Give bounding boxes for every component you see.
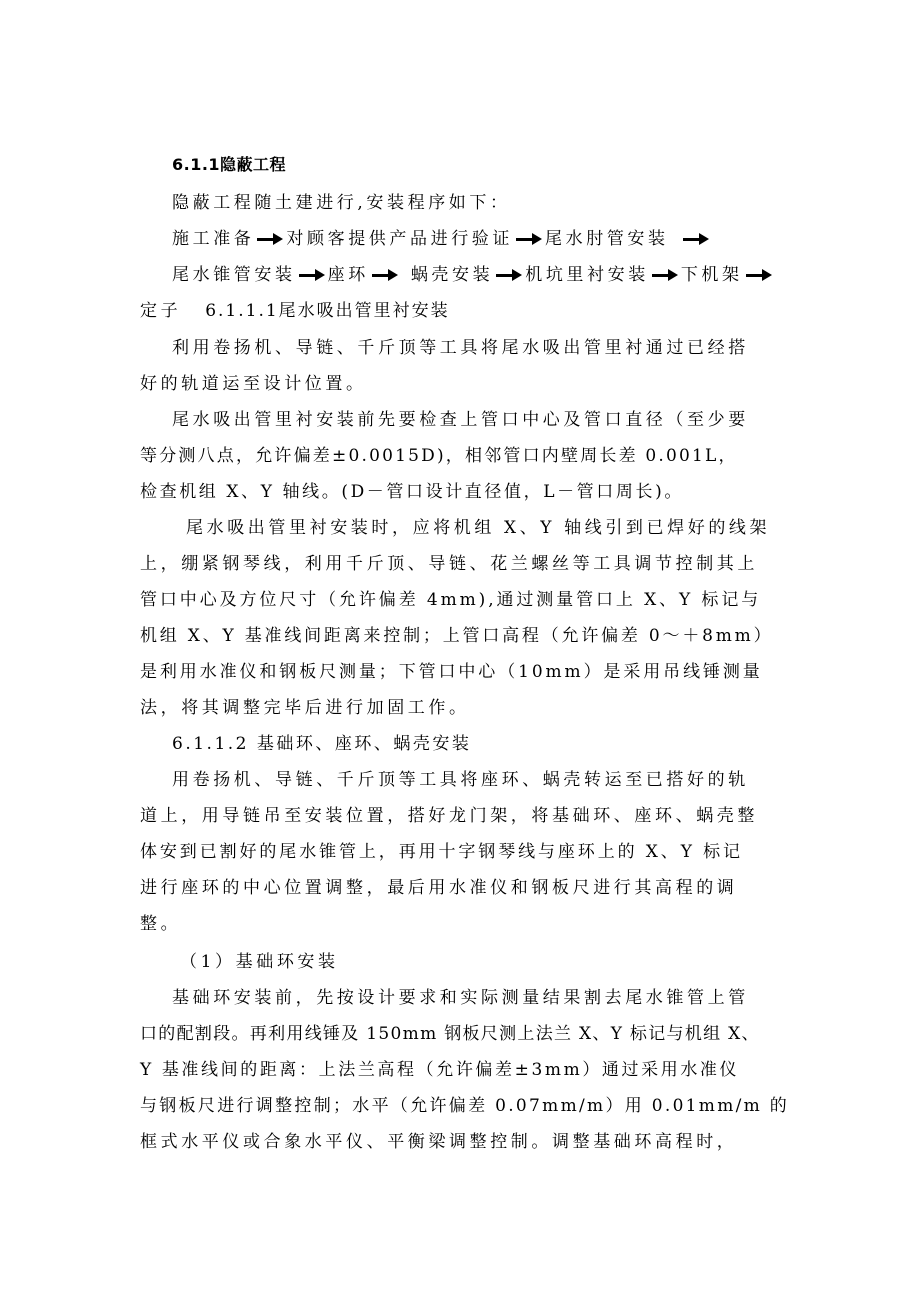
subsection-heading-2: 6.1.1.2 基础环、座环、蜗壳安装 (172, 734, 472, 754)
section-heading: 6.1.1隐蔽工程 (172, 155, 287, 174)
flow-step-8: 下机架 (680, 265, 743, 285)
flow-step-2: 对顾客提供产品进行验证 (286, 229, 514, 249)
flow-step-4: 尾水锥管安装 (172, 265, 296, 285)
paragraph-line: 进行座环的中心位置调整，最后用水准仪和钢板尺进行其高程的调 (140, 878, 738, 898)
flow-step-5: 座环 (327, 265, 369, 285)
paragraph-line: 利用卷扬机、导链、千斤顶等工具将尾水吸出管里衬通过已经搭 (172, 338, 749, 358)
paragraph-line: 与钢板尺进行调整控制；水平（允许偏差 0.07mm/m）用 0.01mm/m 的 (140, 1096, 790, 1116)
paragraph-line: 上，绷紧钢琴线，利用千斤顶、导链、花兰螺丝等工具调节控制其上 (140, 554, 758, 574)
paragraph-line: 检查机组 X、Y 轴线。(D－管口设计直径值，L－管口周长)。 (140, 482, 684, 502)
arrow-right-icon (683, 233, 709, 245)
flow-step-1: 施工准备 (172, 229, 255, 249)
arrow-right-icon (372, 269, 398, 281)
paragraph-line: 道上，用导链吊至安装位置，搭好龙门架，将基础环、座环、蜗壳整 (140, 806, 758, 826)
flow-step-7: 机坑里衬安装 (525, 265, 649, 285)
process-flow-row-2 (172, 264, 812, 286)
paragraph-line: 机组 X、Y 基准线间距离来控制；上管口高程（允许偏差 0～＋8mm） (140, 626, 774, 646)
flow-step-9: 定子 (140, 301, 182, 321)
paragraph-line: 是利用水准仪和钢板尺测量；下管口中心（10mm）是采用吊线锤测量 (140, 662, 763, 682)
section-intro: 隐蔽工程随土建进行,安装程序如下： (172, 193, 511, 213)
paragraph-line: 框式水平仪或合象水平仪、平衡梁调整控制。调整基础环高程时， (140, 1132, 738, 1152)
arrow-right-icon (257, 233, 283, 245)
flow-step-3: 尾水肘管安装 (545, 229, 669, 249)
paragraph-line: 用卷扬机、导链、千斤顶等工具将座环、蜗壳转运至已搭好的轨 (172, 770, 749, 790)
paragraph-line: 基础环安装前，先按设计要求和实际测量结果割去尾水锥管上管 (172, 988, 749, 1008)
paragraph-line: 尾水吸出管里衬安装时，应将机组 X、Y 轴线引到已焊好的线架 (186, 518, 771, 538)
subsection-heading-1: 6.1.1.1尾水吸出管里衬安装 (205, 301, 450, 321)
paragraph-line: 好的轨道运至设计位置。 (140, 374, 367, 394)
paragraph-line: Y 基准线间的距离：上法兰高程（允许偏差±3mm）通过采用水准仪 (140, 1060, 740, 1080)
subsection-heading-3: （1）基础环安装 (180, 952, 339, 972)
process-flow-row-1 (172, 228, 812, 250)
arrow-right-icon (652, 269, 678, 281)
paragraph-line: 等分测八点，允许偏差±0.0015D)，相邻管口内壁周长差 0.001L， (140, 446, 738, 466)
arrow-right-icon (299, 269, 325, 281)
flow-end-and-subheading (140, 300, 780, 322)
paragraph-line: 法，将其调整完毕后进行加固工作。 (140, 698, 470, 718)
paragraph-line: 尾水吸出管里衬安装前先要检查上管口中心及管口直径（至少要 (172, 410, 749, 430)
arrow-right-icon (746, 269, 772, 281)
flow-step-6: 蜗壳安装 (410, 265, 494, 285)
paragraph-line: 口的配割段。再利用线锤及 150mm 钢板尺测上法兰 X、Y 标记与机组 X、 (140, 1024, 760, 1044)
arrow-right-icon (496, 269, 522, 281)
paragraph-line: 体安到已割好的尾水锥管上，再用十字钢琴线与座环上的 X、Y 标记 (140, 842, 743, 862)
paragraph-line: 管口中心及方位尺寸（允许偏差 4mm),通过测量管口上 X、Y 标记与 (140, 590, 762, 610)
paragraph-line: 整。 (140, 914, 182, 934)
arrow-right-icon (516, 233, 542, 245)
